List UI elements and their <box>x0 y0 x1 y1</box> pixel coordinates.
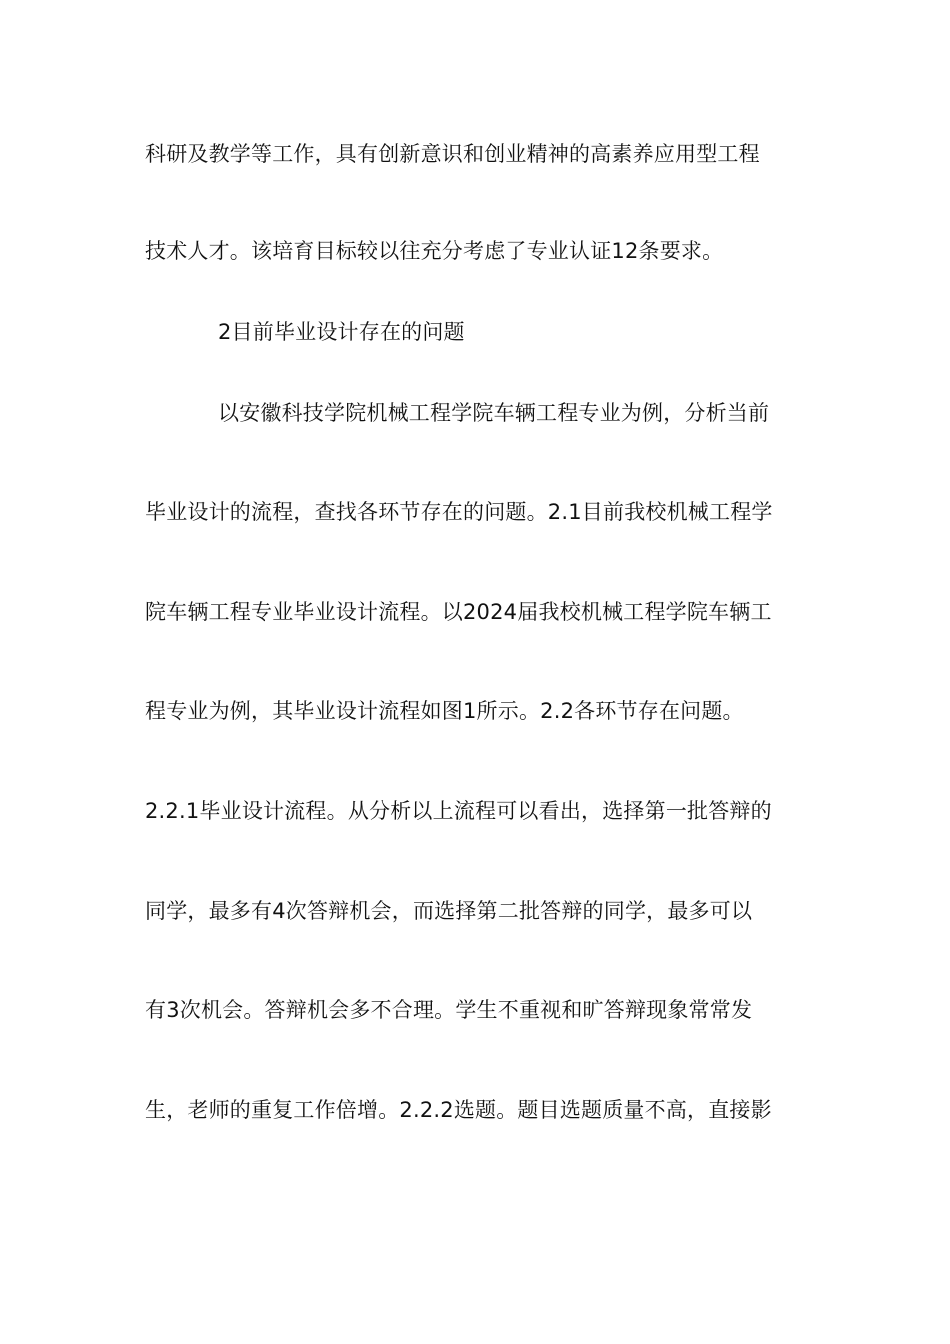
paragraph-line-6: 程专业为例，其毕业设计流程如图1所示。2.2各环节存在问题。 <box>145 699 744 723</box>
section-heading: 2目前毕业设计存在的问题 <box>218 320 465 344</box>
paragraph-line-10: 生，老师的重复工作倍增。2.2.2选题。题目选题质量不高，直接影 <box>145 1098 772 1122</box>
paragraph-line-9: 有3次机会。答辩机会多不合理。学生不重视和旷答辩现象常常发 <box>145 998 753 1022</box>
paragraph-line-7: 2.2.1毕业设计流程。从分析以上流程可以看出，选择第一批答辩的 <box>145 799 772 823</box>
paragraph-line-1: 科研及教学等工作，具有创新意识和创业精神的高素养应用型工程 <box>145 142 760 166</box>
paragraph-line-3: 以安徽科技学院机械工程学院车辆工程专业为例，分析当前 <box>218 401 770 425</box>
paragraph-line-2: 技术人才。该培育目标较以往充分考虑了专业认证12条要求。 <box>145 239 724 263</box>
paragraph-line-8: 同学，最多有4次答辩机会，而选择第二批答辩的同学，最多可以 <box>145 899 753 923</box>
paragraph-line-5: 院车辆工程专业毕业设计流程。以2024届我校机械工程学院车辆工 <box>145 600 772 624</box>
paragraph-line-4: 毕业设计的流程，查找各环节存在的问题。2.1目前我校机械工程学 <box>145 500 773 524</box>
